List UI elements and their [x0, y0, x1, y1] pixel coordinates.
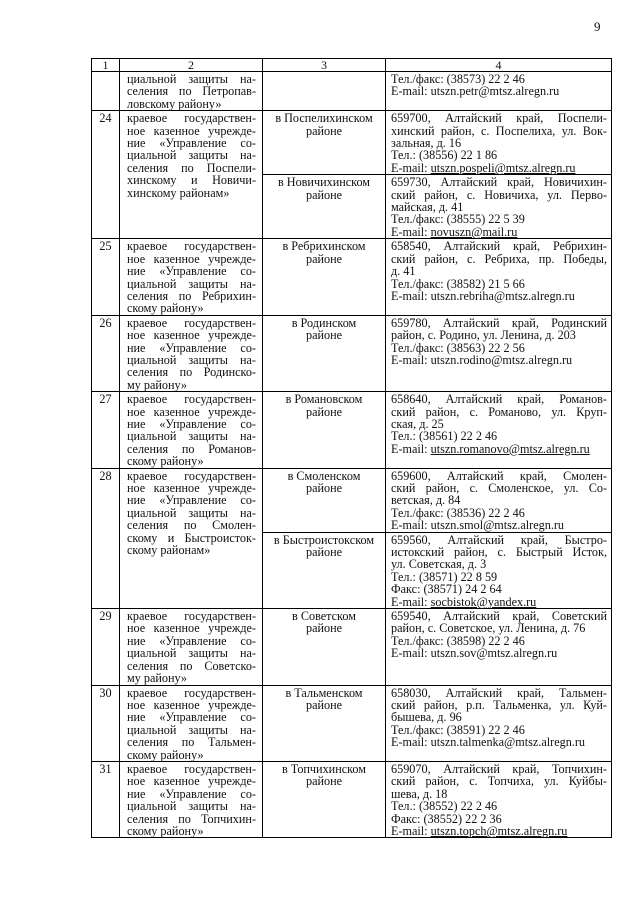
phone-line: Факс: (38552) 22 2 36 — [391, 811, 502, 826]
address-line: ский район, с. Ребриха, пр. Победы, — [391, 251, 607, 266]
email-label: E-mail: — [391, 441, 428, 456]
phone-line: Тел./факс: (38536) 22 2 46 — [391, 505, 525, 520]
organization-cell — [120, 468, 263, 608]
organization-line: скому району» — [127, 301, 204, 316]
row-number-cell: 24 — [92, 111, 120, 239]
organization-cell — [120, 239, 263, 315]
organization-line: ное казенное учрежде- — [127, 621, 256, 636]
district-cell — [263, 392, 386, 468]
email-line — [391, 596, 607, 608]
table-row — [92, 111, 612, 175]
district-line: в Смоленском — [287, 468, 361, 483]
address-line: район, с. Родино, ул. Ленина, д. 203 — [391, 328, 576, 343]
contacts-cell — [386, 468, 612, 532]
organization-line: селения по Петропав- — [127, 84, 256, 99]
organization-line: циальной защиты на- — [127, 799, 256, 814]
email-line — [391, 647, 607, 659]
district-cell — [263, 609, 386, 685]
address-line: 659730, Алтайский край, Новичихин- — [391, 175, 607, 190]
email-label: E-mail: — [391, 84, 428, 99]
organization-line: циальной защиты на- — [127, 722, 256, 737]
email-address: utszn.romanovo@mtsz.alregn.ru — [430, 441, 590, 456]
contacts-cell — [386, 392, 612, 468]
organization-line: му району» — [127, 671, 187, 686]
address-line: ская, д. 25 — [391, 416, 444, 431]
address-line: 658030, Алтайский край, Тальмен- — [391, 685, 607, 700]
address-line: 659700, Алтайский край, Поспели- — [391, 111, 607, 126]
row-number-cell — [92, 72, 120, 111]
email-address: utszn.rebriha@mtsz.alregn.ru — [430, 288, 575, 303]
row-number-cell: 26 — [92, 315, 120, 391]
address-line: 659070, Алтайский край, Топчихин- — [391, 761, 607, 776]
organization-line: ние «Управление со- — [127, 136, 256, 151]
email-line — [391, 162, 607, 174]
district-line: в Поспелихинском — [275, 111, 373, 126]
district-line: районе — [305, 774, 343, 789]
table-row — [92, 761, 612, 837]
organization-line: циальной защиты на- — [127, 72, 256, 86]
email-label: E-mail: — [391, 224, 428, 239]
address-line: 659560, Алтайский край, Быстро- — [391, 532, 607, 547]
organization-line: скому району» — [127, 747, 204, 762]
organization-line: селения по Романов- — [127, 441, 256, 456]
address-line: ский район, с. Романово, ул. Круп- — [391, 404, 607, 419]
contacts-cell — [386, 685, 612, 761]
organization-cell — [120, 315, 263, 391]
district-cell — [263, 239, 386, 315]
organization-line: циальной защиты на- — [127, 352, 256, 367]
table-header — [92, 59, 612, 72]
organization-cell — [120, 392, 263, 468]
organization-line: циальной защиты на- — [127, 646, 256, 661]
row-number-cell: 31 — [92, 761, 120, 837]
column-number-2: 2 — [120, 59, 263, 72]
organization-line: ние «Управление со- — [127, 493, 256, 508]
email-line — [391, 825, 607, 837]
district-cell — [263, 761, 386, 837]
header-row — [92, 59, 612, 72]
address-line: хинский район, с. Поспелиха, ул. Вок- — [391, 123, 607, 138]
organization-line: ное казенное учрежде- — [127, 697, 256, 712]
district-cell — [263, 111, 386, 175]
organization-line: циальной защиты на- — [127, 505, 256, 520]
organization-line: скому районам» — [127, 543, 211, 558]
table-row — [92, 315, 612, 391]
organization-line: ное казенное учрежде- — [127, 251, 256, 266]
contacts-cell — [386, 239, 612, 315]
email-line — [391, 85, 607, 97]
organization-line: селения по Смолен- — [127, 518, 256, 533]
organization-cell — [120, 685, 263, 761]
table-row — [92, 239, 612, 315]
district-line: в Тальменском — [285, 685, 363, 700]
organization-line: ное казенное учрежде- — [127, 123, 256, 138]
organization-line: циальной защиты на- — [127, 148, 256, 163]
organization-line: ние «Управление со- — [127, 416, 256, 431]
district-line: в Романовском — [285, 392, 363, 407]
phone-line: Тел./факс: (38563) 22 2 56 — [391, 340, 525, 355]
email-line — [391, 290, 607, 302]
district-line: районе — [305, 187, 343, 202]
organization-line: скому району» — [127, 823, 204, 838]
table-row — [92, 468, 612, 532]
district-line: районе — [305, 404, 343, 419]
email-label: E-mail: — [391, 735, 428, 750]
email-label: E-mail: — [391, 352, 428, 367]
page-number: 9 — [594, 19, 601, 34]
table-body — [92, 72, 612, 838]
organization-cell — [120, 609, 263, 685]
district-line: районе — [305, 545, 343, 560]
districts-table — [91, 58, 612, 838]
email-address: utszn.rodino@mtsz.alregn.ru — [430, 352, 573, 367]
district-cell — [263, 532, 386, 608]
organization-line: селения по Родинско- — [127, 365, 256, 380]
organization-line: селения по Ребрихин- — [127, 288, 256, 303]
organization-line: ное казенное учрежде- — [127, 481, 256, 495]
address-line: район, с. Советское, ул. Ленина, д. 76 — [391, 621, 586, 636]
email-address: utszn.pospeli@mtsz.alregn.ru — [430, 160, 576, 175]
table-row — [92, 392, 612, 468]
organization-line: ние «Управление со- — [127, 633, 256, 648]
table-row — [92, 609, 612, 685]
address-line: майская, д. 41 — [391, 200, 464, 215]
email-line — [391, 519, 607, 531]
contacts-cell — [386, 609, 612, 685]
contacts-cell — [386, 72, 612, 111]
email-label: E-mail: — [391, 160, 428, 175]
organization-line: ние «Управление со- — [127, 786, 256, 801]
row-number-cell: 29 — [92, 609, 120, 685]
email-label: E-mail: — [391, 823, 428, 838]
contacts-cell — [386, 532, 612, 608]
email-address: utszn.talmenka@mtsz.alregn.ru — [430, 735, 585, 750]
email-label: E-mail: — [391, 646, 428, 661]
organization-line: му району» — [127, 377, 187, 392]
table-row — [92, 685, 612, 761]
district-cell — [263, 72, 386, 111]
address-line: ский район, р.п. Тальменка, ул. Куй- — [391, 697, 607, 712]
organization-line: хинскому и Новичи- — [127, 173, 256, 188]
phone-line: Тел.: (38571) 22 8 59 — [391, 569, 498, 584]
contacts-cell — [386, 761, 612, 837]
address-line: 659780, Алтайский край, Родинский — [391, 315, 607, 330]
district-line: в Ребрихинском — [282, 239, 366, 254]
address-line: 659540, Алтайский край, Советский — [391, 609, 607, 624]
address-line: зальная, д. 16 — [391, 136, 462, 151]
organization-line: циальной защиты на- — [127, 276, 256, 291]
organization-line: циальной защиты на- — [127, 429, 256, 444]
email-address: utszn.topch@mtsz.alregn.ru — [430, 823, 568, 838]
organization-line: ное казенное учрежде- — [127, 404, 256, 419]
phone-line: Тел./факс: (38598) 22 2 46 — [391, 633, 525, 648]
row-number-cell: 27 — [92, 392, 120, 468]
phone-line: Тел./факс: (38573) 22 2 46 — [391, 72, 525, 86]
email-line — [391, 736, 607, 748]
organization-line: краевое государствен- — [127, 239, 256, 254]
organization-line: ное казенное учрежде- — [127, 328, 256, 343]
email-label: E-mail: — [391, 288, 428, 303]
district-cell — [263, 175, 386, 239]
phone-line: Тел./факс: (38591) 22 2 46 — [391, 722, 525, 737]
phone-line: Тел.: (38556) 22 1 86 — [391, 148, 498, 163]
contacts-cell — [386, 111, 612, 175]
email-address: socbistok@yandex.ru — [430, 594, 537, 609]
organization-line: скому району» — [127, 454, 204, 469]
organization-line: селения по Тальмен- — [127, 735, 256, 750]
organization-line: краевое государствен- — [127, 468, 256, 483]
district-line: в Топчихинском — [281, 761, 367, 776]
phone-line: Факс: (38571) 24 2 64 — [391, 582, 502, 597]
district-line: в Новичихинском — [277, 175, 371, 190]
organization-line: селения по Поспели- — [127, 160, 256, 175]
district-line: в Родинском — [291, 315, 357, 330]
address-line: д. 41 — [391, 264, 416, 279]
organization-line: краевое государствен- — [127, 315, 256, 330]
address-line: ул. Советская, д. 3 — [391, 557, 487, 572]
organization-line: селения по Советско- — [127, 658, 256, 673]
column-number-4: 4 — [386, 59, 612, 72]
district-line: районе — [305, 328, 343, 343]
table-row — [92, 72, 612, 111]
district-line: районе — [305, 481, 343, 495]
phone-line: Тел./факс: (38582) 21 5 66 — [391, 276, 525, 291]
organization-cell — [120, 111, 263, 239]
email-label: E-mail: — [391, 594, 428, 609]
district-line: районе — [305, 621, 343, 636]
district-cell — [263, 685, 386, 761]
address-line: ветская, д. 84 — [391, 493, 461, 508]
address-line: 658640, Алтайский край, Романов- — [391, 392, 607, 407]
column-number-3: 3 — [263, 59, 386, 72]
district-line: в Советском — [292, 609, 356, 624]
address-line: ский район, с. Смоленское, ул. Со- — [391, 481, 607, 495]
address-line: ский район, с. Новичиха, ул. Перво- — [391, 187, 607, 202]
organization-line: ние «Управление со- — [127, 340, 256, 355]
email-address: utszn.smol@mtsz.alregn.ru — [430, 518, 565, 533]
organization-cell — [120, 72, 263, 111]
email-label: E-mail: — [391, 518, 428, 533]
email-line — [391, 226, 607, 238]
phone-line: Тел.: (38561) 22 2 46 — [391, 429, 498, 444]
email-line — [391, 354, 607, 366]
organization-line: ние «Управление со- — [127, 710, 256, 725]
organization-line: краевое государствен- — [127, 685, 256, 700]
email-line — [391, 443, 607, 455]
address-line: шева, д. 18 — [391, 786, 448, 801]
email-address: novuszn@mail.ru — [430, 224, 518, 239]
address-line: 659600, Алтайский край, Смолен- — [391, 468, 607, 483]
district-line: районе — [305, 123, 343, 138]
row-number-cell: 28 — [92, 468, 120, 608]
district-line: районе — [305, 697, 343, 712]
address-line: 658540, Алтайский край, Ребрихин- — [391, 239, 607, 254]
email-address: utszn.petr@mtsz.alregn.ru — [430, 84, 560, 99]
organization-line: краевое государствен- — [127, 761, 256, 776]
phone-line: Тел.: (38552) 22 2 46 — [391, 799, 498, 814]
address-line: бышева, д. 96 — [391, 710, 462, 725]
district-line: районе — [305, 251, 343, 266]
email-address: utszn.sov@mtsz.alregn.ru — [430, 646, 558, 661]
organization-cell — [120, 761, 263, 837]
district-cell — [263, 468, 386, 532]
organization-line: краевое государствен- — [127, 609, 256, 624]
organization-line: краевое государствен- — [127, 392, 256, 407]
contacts-cell — [386, 315, 612, 391]
phone-line: Тел./факс: (38555) 22 5 39 — [391, 212, 525, 227]
row-number-cell: 30 — [92, 685, 120, 761]
organization-line: ние «Управление со- — [127, 264, 256, 279]
column-number-1: 1 — [92, 59, 120, 72]
organization-line: ловскому району» — [127, 96, 222, 111]
organization-line: хинскому районам» — [127, 185, 230, 200]
address-line: истокский район, с. Быстрый Исток, — [391, 545, 607, 560]
organization-line: ное казенное учрежде- — [127, 774, 256, 789]
district-cell — [263, 315, 386, 391]
address-line: ский район, с. Топчиха, ул. Куйбы- — [391, 774, 607, 789]
contacts-cell — [386, 175, 612, 239]
organization-line: краевое государствен- — [127, 111, 256, 126]
organization-line: селения по Топчихин- — [127, 811, 256, 826]
organization-line: скому и Быстроисток- — [127, 530, 256, 545]
district-line: в Быстроистокском — [273, 532, 375, 547]
row-number-cell: 25 — [92, 239, 120, 315]
